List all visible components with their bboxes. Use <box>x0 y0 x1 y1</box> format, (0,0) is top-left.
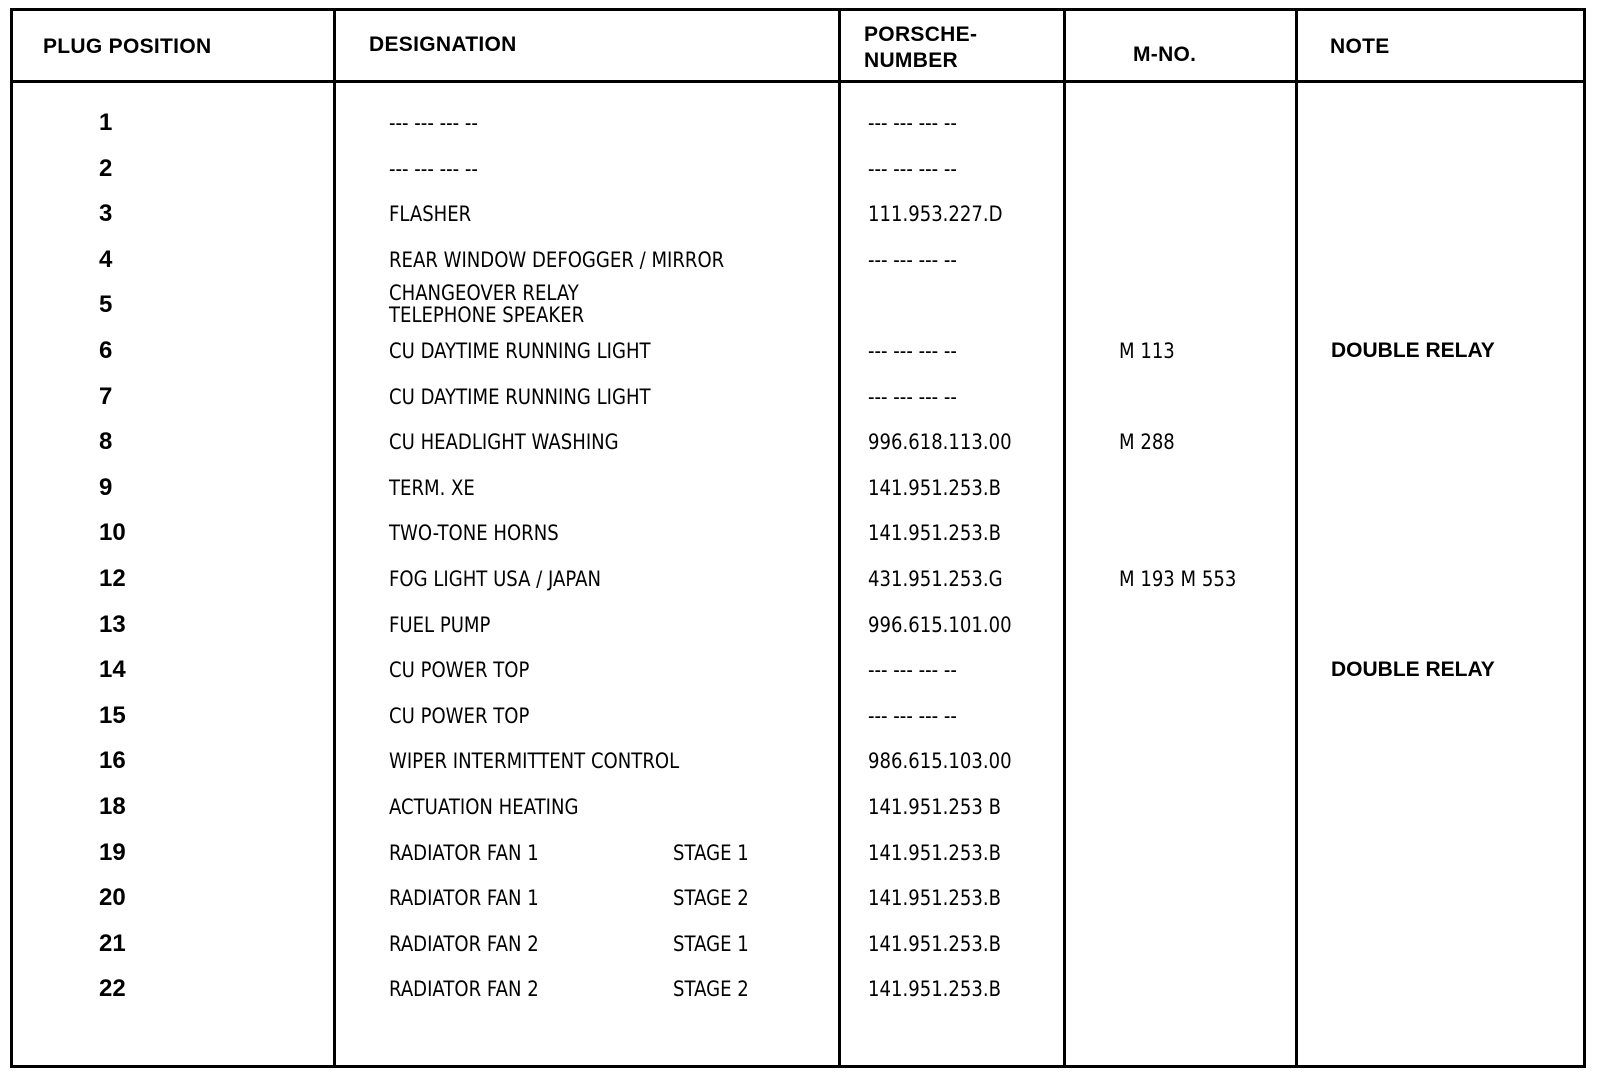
porsche-number-cell: 986.615.103.00 <box>868 749 1012 774</box>
porsche-number-cell: 141.951.253.B <box>868 931 1002 956</box>
designation-cell: FLASHER <box>389 202 472 227</box>
porsche-number-cell: --- --- --- -- <box>868 111 957 135</box>
table-row <box>13 749 1583 795</box>
plug-position-cell: 12 <box>99 565 126 592</box>
plug-position-cell: 22 <box>99 975 126 1003</box>
m-no-cell: M 113 <box>1119 339 1175 363</box>
table-row <box>13 658 1583 704</box>
porsche-number-cell: 996.618.113.00 <box>868 430 1012 455</box>
header-plug-position: PLUG POSITION <box>43 35 212 58</box>
table-row <box>13 245 1583 294</box>
porsche-number-cell: 111.953.227.D <box>868 202 1003 227</box>
designation-cell-line2: TELEPHONE SPEAKER <box>389 303 585 328</box>
table-row <box>13 795 1583 841</box>
table-row <box>13 610 1583 659</box>
plug-position-cell: 6 <box>99 337 113 364</box>
plug-position-cell: 3 <box>99 200 113 228</box>
m-no-cell: M 193 M 553 <box>1119 567 1237 591</box>
plug-position-cell: 20 <box>99 884 126 912</box>
stage-cell: STAGE 2 <box>673 977 749 1002</box>
porsche-number-cell: 141.951.253.B <box>868 840 1002 865</box>
designation-cell: RADIATOR FAN 1 <box>389 840 539 865</box>
stage-cell: STAGE 1 <box>673 931 749 956</box>
designation-cell: RADIATOR FAN 2 <box>389 977 539 1002</box>
stage-cell: STAGE 1 <box>673 840 749 865</box>
porsche-number-cell: --- --- --- -- <box>868 339 957 363</box>
plug-position-cell: 14 <box>99 656 126 684</box>
plug-position-cell: 4 <box>99 245 113 273</box>
porsche-number-cell: 141.951.253.B <box>868 475 1002 500</box>
porsche-number-cell: --- --- --- -- <box>868 703 957 728</box>
table-row <box>13 202 1583 248</box>
designation-cell: CHANGEOVER RELAY <box>389 281 579 306</box>
plug-position-cell: 5 <box>99 291 113 319</box>
plug-position-cell: 13 <box>99 610 126 638</box>
porsche-number-cell: 431.951.253.G <box>868 567 1003 591</box>
porsche-number-cell: 141.951.253.B <box>868 886 1002 911</box>
designation-cell: TERM. XE <box>389 475 475 500</box>
header-m-no: M-NO. <box>1133 43 1197 66</box>
note-cell: DOUBLE RELAY <box>1331 339 1495 362</box>
designation-cell: CU DAYTIME RUNNING LIGHT <box>389 384 651 409</box>
designation-cell: CU DAYTIME RUNNING LIGHT <box>389 339 651 363</box>
porsche-number-cell: 996.615.101.00 <box>868 612 1012 637</box>
plug-position-cell: 1 <box>99 109 113 136</box>
relay-table <box>10 8 1586 1068</box>
header-porsche-number-line2: NUMBER <box>864 49 958 72</box>
designation-cell: --- --- --- -- <box>389 156 478 181</box>
table-row <box>13 382 1583 431</box>
header-note: NOTE <box>1330 35 1390 58</box>
header-divider <box>13 80 1583 83</box>
porsche-number-cell: --- --- --- -- <box>868 247 957 272</box>
designation-cell: CU POWER TOP <box>389 703 530 728</box>
plug-position-cell: 18 <box>99 793 126 820</box>
table-row <box>13 567 1583 613</box>
designation-cell: RADIATOR FAN 2 <box>389 931 539 956</box>
header-designation: DESIGNATION <box>369 33 517 56</box>
plug-position-cell: 16 <box>99 747 126 775</box>
table-row <box>13 929 1583 978</box>
porsche-number-cell: --- --- --- -- <box>868 156 957 181</box>
plug-position-cell: 21 <box>99 929 126 957</box>
plug-position-cell: 9 <box>99 473 113 501</box>
designation-cell: ACTUATION HEATING <box>389 795 579 819</box>
designation-cell: FUEL PUMP <box>389 612 491 637</box>
note-cell: DOUBLE RELAY <box>1331 658 1495 682</box>
plug-position-cell: 10 <box>99 519 126 547</box>
table-row <box>13 886 1583 932</box>
stage-cell: STAGE 2 <box>673 886 749 911</box>
table-row <box>13 838 1583 887</box>
designation-cell: FOG LIGHT USA / JAPAN <box>389 567 601 591</box>
plug-position-cell: 8 <box>99 428 113 456</box>
porsche-number-cell: --- --- --- -- <box>868 384 957 409</box>
plug-position-cell: 19 <box>99 838 126 866</box>
porsche-number-cell: --- --- --- -- <box>868 658 957 683</box>
plug-position-cell: 2 <box>99 154 113 182</box>
table-row <box>13 154 1583 203</box>
designation-cell: WIPER INTERMITTENT CONTROL <box>389 749 680 774</box>
table-row <box>13 701 1583 750</box>
designation-cell: RADIATOR FAN 1 <box>389 886 539 911</box>
table-row <box>13 521 1583 567</box>
designation-cell: --- --- --- -- <box>389 111 478 135</box>
table-row <box>13 111 1583 157</box>
table-row <box>13 281 1583 339</box>
designation-cell: REAR WINDOW DEFOGGER / MIRROR <box>389 247 725 272</box>
plug-position-cell: 7 <box>99 382 113 410</box>
porsche-number-cell: 141.951.253.B <box>868 521 1002 546</box>
table-row <box>13 473 1583 522</box>
porsche-number-cell: 141.951.253 B <box>868 795 1002 819</box>
table-row <box>13 977 1583 1023</box>
table-row <box>13 430 1583 476</box>
header-porsche-number-line1: PORSCHE- <box>864 23 978 46</box>
plug-position-cell: 15 <box>99 701 126 729</box>
table-row <box>13 339 1583 385</box>
designation-cell: TWO-TONE HORNS <box>389 521 559 546</box>
designation-cell: CU HEADLIGHT WASHING <box>389 430 619 455</box>
porsche-number-cell: 141.951.253.B <box>868 977 1002 1002</box>
m-no-cell: M 288 <box>1119 430 1175 455</box>
designation-cell: CU POWER TOP <box>389 658 530 683</box>
